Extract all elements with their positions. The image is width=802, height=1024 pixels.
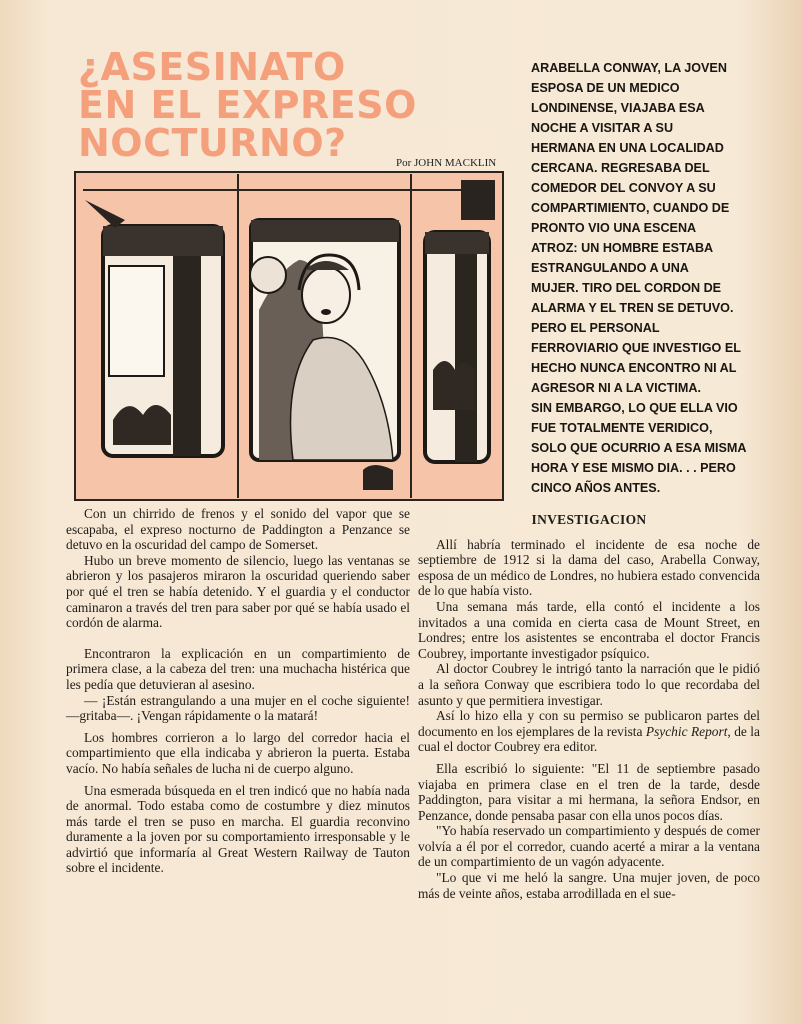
paragraph: Ella escribió lo siguiente: "El 11 de septiembre pasado viajaba en primera clase en el tren de la tarde, desde Paddington, para visitar a mi hermana, la señora Endsor, en Penzance, donde pensaba pasar con ella unos pocos días. <box>418 760 760 823</box>
intro-line: ARABELLA CONWAY, LA JOVEN <box>531 61 727 75</box>
intro-line: NOCHE A VISITAR A SU <box>531 121 674 135</box>
paragraph <box>418 708 760 755</box>
intro-line: LONDINENSE, VIAJABA ESA <box>531 101 705 115</box>
byline: Por JOHN MACKLIN <box>396 157 497 169</box>
paragraph: Hubo un breve momento de silencio, luego las ventanas se abrieron y los pasajeros miraron la oscuridad queriendo saber por qué el tren se había detenido. Y el guardia y el conductor caminaron a través del tren para saber por qué se había usado el cordón de alarma. <box>66 552 410 631</box>
paragraph: Una esmerada búsqueda en el tren indicó que no había nada de anormal. Todo estaba como de costumbre y diez minutos más tarde el tren se puso en marcha. El guardia reconvino duramente a la joven por su comportamiento irresponsable y le advirtió que informaría al Great Western Railway de Tauton sobre el incidente. <box>66 782 410 876</box>
train-illustration <box>73 170 505 502</box>
intro-line: FERROVIARIO QUE INVESTIGO EL <box>531 341 741 355</box>
paragraph: Los hombres corrieron a lo largo del corredor hacia el compartimiento que ella indicaba y abrieron la puerta. Estaba vacío. No había señales de lucha ni de cuerpo alguno. <box>66 729 410 776</box>
paragraph: Encontraron la explicación en un compartimiento de primera clase, a la cabeza del tren: una muchacha histérica que les pedía que detuvieran al asesino. <box>66 645 410 692</box>
intro-line: HERMANA EN UNA LOCALIDAD <box>531 141 724 155</box>
intro-line: CERCANA. REGRESABA DEL <box>531 161 710 175</box>
intro-line: HECHO NUNCA ENCONTRO NI AL <box>531 361 737 375</box>
paragraph: Al doctor Coubrey le intrigó tanto la narración que le pidió a la señora Conway que escribiera todo lo que recordaba del asunto y que permitiera investigar. <box>418 661 760 708</box>
intro-line: ATROZ: UN HOMBRE ESTABA <box>531 241 714 255</box>
intro-line: FUE TOTALMENTE VERIDICO, <box>531 421 713 435</box>
paragraph: "Yo había reservado un compartimiento y después de comer volvía a él por el corredor, cuando acerté a mirar a la ventana de un compartimiento de un vagón adyacente. <box>418 823 760 870</box>
intro-line: COMEDOR DEL CONVOY A SU <box>531 181 716 195</box>
right-column <box>418 512 760 901</box>
center-window <box>250 220 399 460</box>
intro-line: ESTRANGULANDO A UNA <box>531 261 689 275</box>
paragraph: — ¡Están estrangulando a una mujer en el coche siguiente! —gritaba—. ¡Vengan rápidamente o la matará! <box>66 692 410 724</box>
left-column <box>66 506 410 876</box>
intro-line: COMPARTIMIENTO, CUANDO DE <box>531 201 730 215</box>
intro-line: ALARMA Y EL TREN SE DETUVO. <box>531 301 734 315</box>
text-run: , de la cual el doctor Coubrey era editor. <box>418 723 760 755</box>
intro-line: CINCO AÑOS ANTES. <box>531 481 661 495</box>
paragraph: "Lo que vi me heló la sangre. Una mujer joven, de poco más de veinte años, estaba arrodillada en el sue- <box>418 870 760 901</box>
title-line: ¿ASESINATO <box>78 45 346 89</box>
intro-line: HORA Y ESE MISMO DIA. . . PERO <box>531 461 736 475</box>
right-window <box>425 232 489 462</box>
journal-name: Psychic Report <box>645 723 728 739</box>
intro-line: SOLO QUE OCURRIO A ESA MISMA <box>531 441 747 455</box>
intro-summary <box>531 58 756 498</box>
intro-line: ESPOSA DE UN MEDICO <box>531 81 680 95</box>
article-title <box>78 45 438 165</box>
intro-line: MUJER. TIRO DEL CORDON DE <box>531 281 722 295</box>
intro-line: PRONTO VIO UNA ESCENA <box>531 221 697 235</box>
paragraph: Con un chirrido de frenos y el sonido del vapor que se escapaba, el expreso nocturno de Paddington a Penzance se detuvo en la oscuridad del campo de Somerset. <box>66 506 410 553</box>
paragraph: Allí habría terminado el incidente de esa noche de septiembre de 1912 si la dama del caso, Arabella Conway, esposa de un médico de Londres, no hubiera estado convencida de lo que había visto. <box>418 536 760 599</box>
paragraph: Una semana más tarde, ella contó el incidente a los invitados a una comida en cierta casa de Mount Street, en Londres; entre los asistentes se encontraba el doctor Francis Coubrey, importante investigador psíquico. <box>418 598 760 661</box>
intro-line: SIN EMBARGO, LO QUE ELLA VIO <box>531 401 738 415</box>
intro-line: AGRESOR NI A LA VICTIMA. <box>531 381 702 395</box>
section-heading: INVESTIGACION <box>531 512 647 527</box>
title-line: EN EL EXPRESO <box>78 83 417 127</box>
title-line: NOCTURNO? <box>78 121 347 165</box>
intro-line: PERO EL PERSONAL <box>531 321 660 335</box>
text-run: Así lo hizo ella y con su permiso se publicaron partes del documento en los ejemplares de la revista <box>418 708 760 739</box>
left-window <box>103 226 223 456</box>
